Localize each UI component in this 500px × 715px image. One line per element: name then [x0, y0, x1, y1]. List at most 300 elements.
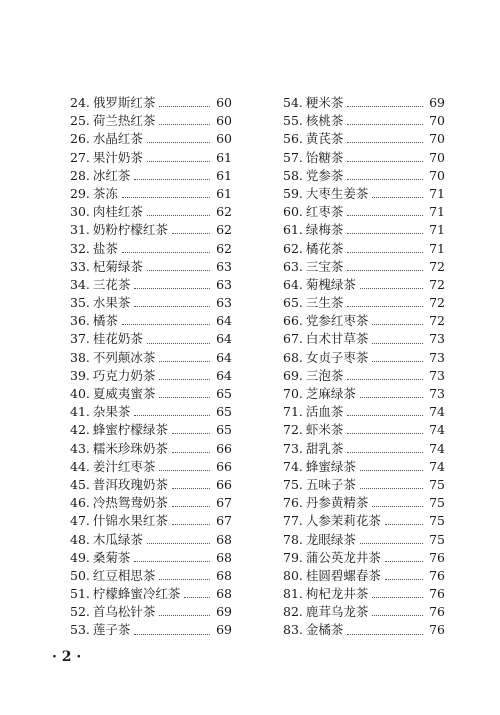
- entry-number: 25.: [70, 113, 90, 129]
- dot-leader: [159, 614, 210, 616]
- toc-entry: [283, 585, 445, 603]
- entry-title: 甜乳茶: [305, 440, 344, 456]
- entry-page-number: 64: [216, 349, 232, 365]
- entry-number: 24.: [70, 95, 90, 110]
- entry-number: 42.: [70, 422, 90, 438]
- dot-leader: [147, 160, 210, 162]
- entry-page-number: 75: [429, 513, 445, 529]
- entry-page-number: 70: [429, 167, 445, 183]
- entry-page-number: 61: [216, 167, 232, 183]
- entry-title: 蜂蜜绿茶: [305, 458, 356, 474]
- entry-title: 核桃茶: [305, 113, 344, 129]
- dot-leader: [159, 396, 210, 398]
- toc-entry: [283, 240, 445, 258]
- dot-leader: [372, 505, 423, 507]
- entry-number: 71.: [283, 404, 303, 420]
- toc-entry: [283, 349, 445, 367]
- entry-title: 党参红枣茶: [305, 313, 369, 329]
- dot-leader: [360, 396, 423, 398]
- toc-entry: [70, 312, 232, 330]
- entry-title: 柠檬蜂蜜冷红茶: [92, 586, 181, 602]
- entry-number: 38.: [70, 349, 90, 365]
- toc-entry: [70, 512, 232, 530]
- dot-leader: [159, 123, 210, 125]
- entry-page-number: 76: [429, 604, 445, 620]
- dot-leader: [159, 578, 210, 580]
- toc-entry: [70, 149, 232, 167]
- entry-page-number: 72: [429, 276, 445, 292]
- dot-leader: [134, 560, 210, 562]
- entry-number: 45.: [70, 476, 90, 492]
- toc-entry: [70, 458, 232, 476]
- toc-entry: [70, 330, 232, 348]
- toc-entry: [283, 603, 445, 621]
- dot-leader: [347, 214, 423, 216]
- toc-entry: [283, 385, 445, 403]
- entry-page-number: 74: [429, 458, 445, 474]
- entry-page-number: 60: [216, 131, 232, 147]
- entry-title: 女贞子枣茶: [305, 349, 369, 365]
- toc-entry: [70, 167, 232, 185]
- entry-page-number: 63: [216, 295, 232, 311]
- dot-leader: [147, 342, 210, 344]
- entry-title: 饴糖茶: [305, 149, 344, 165]
- entry-title: 红豆相思茶: [92, 567, 156, 583]
- entry-title: 荷兰热红茶: [92, 113, 156, 129]
- entry-page-number: 74: [429, 440, 445, 456]
- entry-title: 芝麻绿茶: [305, 386, 356, 401]
- entry-number: 47.: [70, 513, 90, 529]
- dot-leader: [347, 414, 423, 416]
- entry-page-number: 66: [216, 458, 232, 474]
- entry-page-number: 71: [429, 240, 445, 256]
- entry-title: 三泡茶: [305, 367, 344, 383]
- dot-leader: [172, 523, 210, 525]
- entry-page-number: 69: [216, 604, 232, 620]
- dot-leader: [122, 196, 210, 198]
- toc-entry: [283, 130, 445, 148]
- entry-page-number: 74: [429, 422, 445, 438]
- entry-title: 枸杞龙井茶: [305, 586, 369, 602]
- entry-number: 59.: [283, 185, 303, 201]
- entry-number: 77.: [283, 513, 303, 529]
- entry-number: 32.: [70, 240, 90, 256]
- toc-entry: [70, 549, 232, 567]
- entry-page-number: 70: [429, 131, 445, 147]
- entry-title: 三生茶: [305, 295, 344, 311]
- entry-number: 63.: [283, 258, 303, 274]
- dot-leader: [172, 451, 210, 453]
- dot-leader: [372, 614, 423, 616]
- toc-entry: [283, 367, 445, 385]
- entry-number: 37.: [70, 331, 90, 347]
- entry-number: 58.: [283, 167, 303, 183]
- dot-leader: [147, 542, 210, 544]
- dot-leader: [372, 323, 423, 325]
- entry-number: 75.: [283, 476, 303, 492]
- entry-page-number: 64: [216, 367, 232, 383]
- toc-entry: [283, 258, 445, 276]
- page-number: · 2 ·: [52, 649, 82, 665]
- entry-number: 26.: [70, 131, 90, 147]
- dot-leader: [347, 141, 423, 143]
- entry-page-number: 71: [429, 222, 445, 238]
- dot-leader: [347, 232, 423, 234]
- entry-title: 粳米茶: [305, 95, 344, 110]
- toc-entry: [283, 167, 445, 185]
- dot-leader: [134, 633, 210, 635]
- entry-number: 82.: [283, 604, 303, 620]
- entry-page-number: 73: [429, 367, 445, 383]
- entry-title: 冷热鸳鸯奶茶: [92, 495, 168, 511]
- entry-page-number: 68: [216, 586, 232, 602]
- entry-number: 67.: [283, 331, 303, 347]
- toc-entry: [70, 567, 232, 585]
- dot-leader: [347, 451, 423, 453]
- dot-leader: [122, 323, 210, 325]
- dot-leader: [360, 469, 423, 471]
- dot-leader: [360, 287, 423, 289]
- entry-title: 红枣茶: [305, 204, 344, 220]
- entry-page-number: 62: [216, 204, 232, 220]
- dot-leader: [347, 123, 423, 125]
- entry-title: 黄芪茶: [305, 131, 344, 147]
- toc-entry: [70, 294, 232, 312]
- entry-number: 33.: [70, 258, 90, 274]
- dot-leader: [372, 342, 423, 344]
- entry-number: 73.: [283, 440, 303, 456]
- dot-leader: [372, 596, 423, 598]
- entry-number: 54.: [283, 95, 303, 110]
- entry-number: 74.: [283, 458, 303, 474]
- entry-number: 50.: [70, 567, 90, 583]
- entry-number: 48.: [70, 531, 90, 547]
- entry-number: 34.: [70, 276, 90, 292]
- entry-page-number: 67: [216, 495, 232, 511]
- entry-page-number: 61: [216, 149, 232, 165]
- dot-leader: [347, 633, 423, 635]
- entry-title: 蜂蜜柠檬绿茶: [92, 422, 168, 438]
- entry-number: 53.: [70, 622, 90, 638]
- toc-entry: [70, 94, 232, 112]
- dot-leader: [134, 287, 210, 289]
- entry-title: 三宝茶: [305, 258, 344, 274]
- dot-leader: [385, 560, 423, 562]
- entry-title: 巧克力奶茶: [92, 367, 156, 383]
- toc-entry: [70, 585, 232, 603]
- entry-number: 36.: [70, 313, 90, 329]
- entry-page-number: 65: [216, 422, 232, 438]
- entry-number: 62.: [283, 240, 303, 256]
- entry-number: 51.: [70, 586, 90, 602]
- toc-entry: [70, 367, 232, 385]
- dot-leader: [347, 160, 423, 162]
- entry-title: 木瓜绿茶: [92, 531, 143, 547]
- toc-entry: [283, 531, 445, 549]
- toc-entry: [283, 94, 445, 112]
- entry-page-number: 63: [216, 258, 232, 274]
- dot-leader: [360, 487, 423, 489]
- entry-title: 绿梅茶: [305, 222, 344, 238]
- dot-leader: [159, 378, 210, 380]
- entry-page-number: 65: [216, 386, 232, 401]
- entry-page-number: 70: [429, 113, 445, 129]
- toc-entry: [283, 330, 445, 348]
- toc-entry: [70, 349, 232, 367]
- entry-title: 首乌松针茶: [92, 604, 156, 620]
- toc-entry: [283, 621, 445, 639]
- entry-title: 桑菊茶: [92, 549, 131, 565]
- entry-page-number: 74: [429, 404, 445, 420]
- entry-number: 64.: [283, 276, 303, 292]
- dot-leader: [122, 251, 210, 253]
- entry-number: 28.: [70, 167, 90, 183]
- entry-title: 莲子茶: [92, 622, 131, 638]
- dot-leader: [385, 523, 423, 525]
- entry-number: 69.: [283, 367, 303, 383]
- entry-title: 金橘茶: [305, 622, 344, 638]
- toc-entry: [70, 130, 232, 148]
- toc-entry: [283, 221, 445, 239]
- entry-page-number: 66: [216, 476, 232, 492]
- toc-entry: [70, 494, 232, 512]
- dot-leader: [372, 196, 423, 198]
- entry-title: 虾米茶: [305, 422, 344, 438]
- entry-page-number: 68: [216, 531, 232, 547]
- entry-number: 79.: [283, 549, 303, 565]
- entry-number: 66.: [283, 313, 303, 329]
- entry-page-number: 68: [216, 567, 232, 583]
- toc-entry: [70, 385, 232, 403]
- entry-title: 丹参黄精茶: [305, 495, 369, 511]
- toc-entry: [283, 567, 445, 585]
- toc-entry: [283, 476, 445, 494]
- entry-title: 党参茶: [305, 167, 344, 183]
- dot-leader: [172, 505, 210, 507]
- dot-leader: [159, 469, 210, 471]
- entry-number: 61.: [283, 222, 303, 238]
- dot-leader: [347, 432, 423, 434]
- toc-entry: [70, 276, 232, 294]
- toc-entry: [70, 421, 232, 439]
- entry-title: 什锦水果红茶: [92, 513, 168, 529]
- dot-leader: [172, 232, 210, 234]
- toc-entry: [283, 458, 445, 476]
- entry-page-number: 76: [429, 586, 445, 602]
- entry-title: 菊槐绿茶: [305, 276, 356, 292]
- dot-leader: [159, 360, 210, 362]
- entry-number: 39.: [70, 367, 90, 383]
- toc-entry: [283, 185, 445, 203]
- entry-number: 83.: [283, 622, 303, 638]
- entry-page-number: 67: [216, 513, 232, 529]
- dot-leader: [147, 269, 210, 271]
- entry-number: 29.: [70, 185, 90, 201]
- entry-title: 龙眼绿茶: [305, 531, 356, 547]
- toc-entry: [283, 112, 445, 130]
- entry-title: 五味子茶: [305, 476, 356, 492]
- entry-title: 桂圆碧螺春茶: [305, 567, 381, 583]
- toc-entry: [70, 112, 232, 130]
- toc-entry: [70, 403, 232, 421]
- entry-title: 橘花茶: [305, 240, 344, 256]
- entry-page-number: 61: [216, 185, 232, 201]
- dot-leader: [347, 305, 423, 307]
- entry-title: 杂果茶: [92, 404, 131, 420]
- entry-page-number: 73: [429, 331, 445, 347]
- toc-entry: [70, 440, 232, 458]
- toc-entry: [70, 240, 232, 258]
- entry-number: 52.: [70, 604, 90, 620]
- entry-number: 81.: [283, 586, 303, 602]
- toc-entry: [283, 549, 445, 567]
- entry-page-number: 62: [216, 240, 232, 256]
- entry-number: 70.: [283, 386, 303, 401]
- dot-leader: [134, 414, 210, 416]
- entry-title: 姜汁红枣茶: [92, 458, 156, 474]
- entry-number: 44.: [70, 458, 90, 474]
- toc-entry: [70, 185, 232, 203]
- entry-page-number: 69: [216, 622, 232, 638]
- entry-title: 白术甘草茶: [305, 331, 369, 347]
- toc-entry: [70, 603, 232, 621]
- toc-column-left: [70, 94, 232, 640]
- dot-leader: [347, 269, 423, 271]
- entry-page-number: 64: [216, 331, 232, 347]
- toc-entry: [283, 403, 445, 421]
- dot-leader: [347, 251, 423, 253]
- entry-title: 肉桂红茶: [92, 204, 143, 220]
- entry-title: 桂花奶茶: [92, 331, 143, 347]
- toc-entry: [283, 203, 445, 221]
- dot-leader: [134, 305, 210, 307]
- entry-page-number: 76: [429, 622, 445, 638]
- entry-page-number: 72: [429, 313, 445, 329]
- toc-entry: [70, 476, 232, 494]
- toc-entry: [283, 276, 445, 294]
- entry-page-number: 71: [429, 185, 445, 201]
- entry-page-number: 65: [216, 404, 232, 420]
- entry-page-number: 62: [216, 222, 232, 238]
- toc-entry: [283, 440, 445, 458]
- entry-title: 俄罗斯红茶: [92, 95, 156, 110]
- entry-number: 41.: [70, 404, 90, 420]
- entry-number: 65.: [283, 295, 303, 311]
- dot-leader: [347, 378, 423, 380]
- toc-entry: [283, 512, 445, 530]
- entry-title: 不列颠冰茶: [92, 349, 156, 365]
- dot-leader: [347, 105, 423, 107]
- entry-page-number: 72: [429, 258, 445, 274]
- entry-number: 76.: [283, 495, 303, 511]
- entry-number: 49.: [70, 549, 90, 565]
- toc-entry: [283, 421, 445, 439]
- entry-page-number: 60: [216, 95, 232, 110]
- dot-leader: [147, 214, 210, 216]
- entry-number: 78.: [283, 531, 303, 547]
- dot-leader: [360, 542, 423, 544]
- entry-title: 夏威夷蜜茶: [92, 386, 156, 401]
- entry-number: 27.: [70, 149, 90, 165]
- entry-number: 46.: [70, 495, 90, 511]
- toc-entry: [283, 312, 445, 330]
- entry-title: 水晶红茶: [92, 131, 143, 147]
- entry-page-number: 75: [429, 531, 445, 547]
- entry-number: 57.: [283, 149, 303, 165]
- toc-entry: [70, 221, 232, 239]
- entry-title: 蒲公英龙井茶: [305, 549, 381, 565]
- entry-number: 55.: [283, 113, 303, 129]
- entry-title: 三花茶: [92, 276, 131, 292]
- entry-number: 43.: [70, 440, 90, 456]
- entry-page-number: 73: [429, 386, 445, 401]
- toc-entry: [283, 294, 445, 312]
- entry-number: 56.: [283, 131, 303, 147]
- entry-title: 普洱玫瑰奶茶: [92, 476, 168, 492]
- entry-page-number: 71: [429, 204, 445, 220]
- entry-page-number: 76: [429, 567, 445, 583]
- entry-page-number: 72: [429, 295, 445, 311]
- toc-entry: [70, 203, 232, 221]
- entry-title: 冰红茶: [92, 167, 131, 183]
- entry-title: 人参茉莉花茶: [305, 513, 381, 529]
- toc-column-right: [283, 94, 445, 640]
- dot-leader: [159, 105, 210, 107]
- toc-entry: [283, 494, 445, 512]
- dot-leader: [385, 578, 423, 580]
- toc-entry: [70, 621, 232, 639]
- entry-number: 72.: [283, 422, 303, 438]
- entry-page-number: 75: [429, 476, 445, 492]
- entry-title: 糯米珍珠奶茶: [92, 440, 168, 456]
- entry-title: 大枣生姜茶: [305, 185, 369, 201]
- entry-page-number: 69: [429, 95, 445, 110]
- entry-page-number: 73: [429, 349, 445, 365]
- entry-title: 果汁奶茶: [92, 149, 143, 165]
- entry-title: 橘茶: [92, 313, 118, 329]
- entry-title: 活血茶: [305, 404, 344, 420]
- dot-leader: [184, 596, 210, 598]
- entry-number: 40.: [70, 386, 90, 401]
- toc-entry: [70, 258, 232, 276]
- entry-title: 水果茶: [92, 295, 131, 311]
- entry-number: 80.: [283, 567, 303, 583]
- entry-page-number: 63: [216, 276, 232, 292]
- entry-number: 35.: [70, 295, 90, 311]
- entry-page-number: 68: [216, 549, 232, 565]
- entry-page-number: 75: [429, 495, 445, 511]
- dot-leader: [372, 360, 423, 362]
- dot-leader: [147, 141, 210, 143]
- entry-number: 68.: [283, 349, 303, 365]
- dot-leader: [347, 178, 423, 180]
- dot-leader: [134, 178, 210, 180]
- entry-page-number: 76: [429, 549, 445, 565]
- dot-leader: [172, 487, 210, 489]
- entry-title: 杞菊绿茶: [92, 258, 143, 274]
- entry-title: 奶粉柠檬红茶: [92, 222, 168, 238]
- dot-leader: [172, 432, 210, 434]
- entry-page-number: 66: [216, 440, 232, 456]
- entry-page-number: 70: [429, 149, 445, 165]
- entry-number: 30.: [70, 204, 90, 220]
- toc-entry: [283, 149, 445, 167]
- entry-page-number: 64: [216, 313, 232, 329]
- entry-number: 60.: [283, 204, 303, 220]
- entry-title: 鹿茸乌龙茶: [305, 604, 369, 620]
- toc-entry: [70, 531, 232, 549]
- entry-number: 31.: [70, 222, 90, 238]
